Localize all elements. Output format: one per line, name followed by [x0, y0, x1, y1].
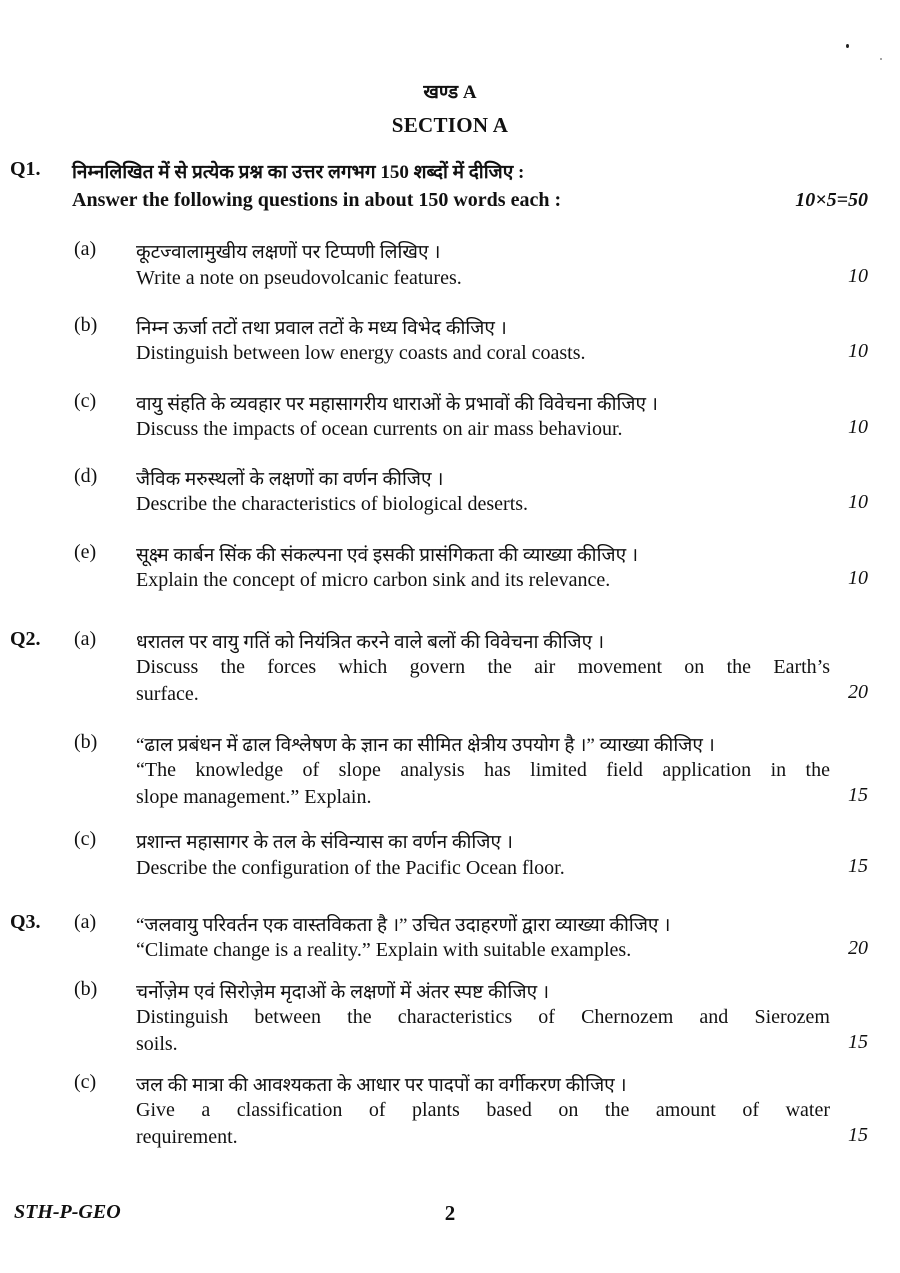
part-text-hindi: “ढाल प्रबंधन में ढाल विश्लेषण के ज्ञान का सीमित क्षेत्रीय उपयोग है ।” व्याख्या कीजिए ।: [136, 735, 715, 756]
part-text-english: Describe the characteristics of biological deserts.: [136, 493, 529, 515]
part-text-hindi: धरातल पर वायु गतिं को नियंत्रित करने वाले बलों की विवेचना कीजिए ।: [136, 632, 605, 653]
part-marks: 15: [848, 855, 868, 877]
part-marks: 20: [848, 937, 868, 959]
part-label: (b): [74, 731, 98, 753]
part-marks: 10: [848, 567, 868, 589]
part-text-hindi: कूटज्वालामुखीय लक्षणों पर टिप्पणी लिखिए ।: [136, 242, 441, 263]
paper-code: STH-P-GEO: [14, 1201, 121, 1223]
part-text-hindi: जैविक मरुस्थलों के लक्षणों का वर्णन कीजिए ।: [136, 469, 444, 490]
part-label: (a): [74, 911, 97, 933]
part-text-hindi: वायु संहति के व्यवहार पर महासागरीय धाराओं के प्रभावों की विवेचना कीजिए ।: [136, 394, 658, 415]
question-number: Q3.: [10, 911, 41, 933]
question-number: Q1.: [10, 158, 41, 180]
question-intro-english: Answer the following questions in about 150 words each :: [72, 189, 562, 211]
part-text-hindi: सूक्ष्म कार्बन सिंक की संकल्पना एवं इसकी प्रासंगिकता की व्याख्या कीजिए ।: [136, 545, 639, 566]
part-text-english-line-2: slope management.” Explain.: [136, 786, 372, 808]
part-label: (a): [74, 628, 97, 650]
part-label: (c): [74, 390, 97, 412]
part-text-english-line-1: Distinguish between the characteristics of Chernozem and Sierozem: [136, 1006, 830, 1028]
part-text-english: Write a note on pseudovolcanic features.: [136, 267, 462, 289]
part-text-hindi: जल की मात्रा की आवश्यकता के आधार पर पादपों का वर्गीकरण कीजिए ।: [136, 1075, 627, 1096]
part-marks: 10: [848, 340, 868, 362]
part-text-english-line-1: Discuss the forces which govern the air movement on the Earth’s: [136, 656, 830, 678]
part-label: (c): [74, 828, 97, 850]
part-marks: 15: [848, 1031, 868, 1053]
question-number: Q2.: [10, 628, 41, 650]
part-text-english: “Climate change is a reality.” Explain with suitable examples.: [136, 939, 632, 961]
part-text-english: Describe the configuration of the Pacific Ocean floor.: [136, 857, 565, 879]
part-label: (c): [74, 1071, 97, 1093]
part-text-hindi: “जलवायु परिवर्तन एक वास्तविकता है ।” उचित उदाहरणों द्वारा व्याख्या कीजिए ।: [136, 915, 671, 936]
section-heading-hindi: खण्ड A: [423, 82, 477, 103]
part-text-english: Explain the concept of micro carbon sink and its relevance.: [136, 569, 611, 591]
part-label: (b): [74, 314, 98, 336]
part-text-hindi: प्रशान्त महासागर के तल के संविन्यास का वर्णन कीजिए ।: [136, 832, 513, 853]
part-text-english-line-1: “The knowledge of slope analysis has limited field application in the: [136, 759, 830, 781]
part-text-english-line-2: requirement.: [136, 1126, 238, 1148]
question-total-marks: 10×5=50: [795, 189, 868, 211]
part-text-english-line-2: soils.: [136, 1033, 178, 1055]
part-text-hindi: चर्नोज़ेम एवं सिरोज़ेम मृदाओं के लक्षणों में अंतर स्पष्ट कीजिए ।: [136, 982, 550, 1003]
part-marks: 20: [848, 681, 868, 703]
question-intro-hindi: निम्नलिखित में से प्रत्येक प्रश्न का उत्तर लगभग 150 शब्दों में दीजिए :: [72, 162, 525, 183]
part-marks: 15: [848, 1124, 868, 1146]
part-label: (a): [74, 238, 97, 260]
part-marks: 10: [848, 265, 868, 287]
part-marks: 10: [848, 491, 868, 513]
part-marks: 10: [848, 416, 868, 438]
part-label: (b): [74, 978, 98, 1000]
scan-speck: [846, 44, 849, 48]
part-text-english-line-1: Give a classification of plants based on the amount of water: [136, 1099, 830, 1121]
part-label: (e): [74, 541, 97, 563]
part-text-english-line-2: surface.: [136, 683, 199, 705]
part-text-english: Distinguish between low energy coasts and coral coasts.: [136, 342, 586, 364]
part-marks: 15: [848, 784, 868, 806]
page-number: 2: [444, 1201, 456, 1225]
section-heading-english: SECTION A: [391, 113, 509, 137]
part-label: (d): [74, 465, 98, 487]
part-text-hindi: निम्न ऊर्जा तटों तथा प्रवाल तटों के मध्य विभेद कीजिए ।: [136, 318, 507, 339]
part-text-english: Discuss the impacts of ocean currents on air mass behaviour.: [136, 418, 623, 440]
scan-speck: [880, 58, 882, 60]
